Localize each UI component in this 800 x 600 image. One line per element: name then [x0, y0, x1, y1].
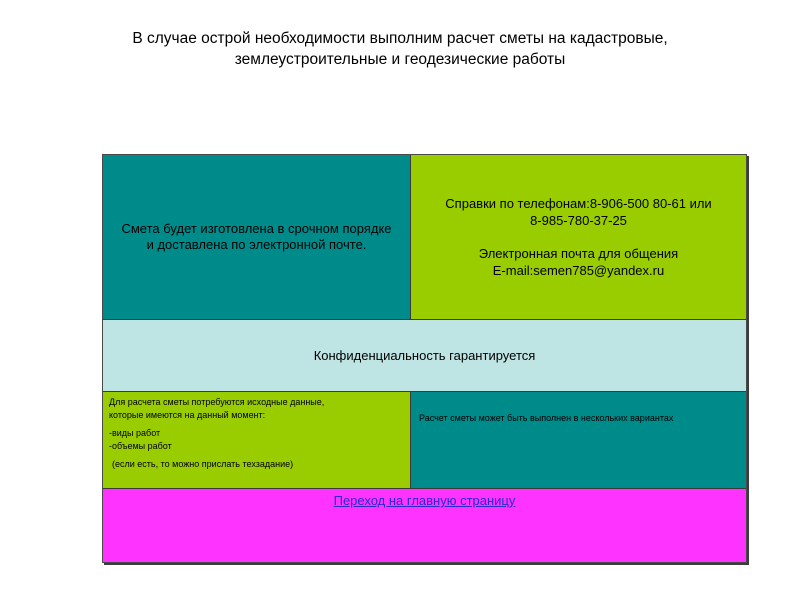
page-title-line-1: В случае острой необходимости выполним расчет сметы на кадастровые, — [132, 30, 668, 47]
requirement-item-work-types: -виды работ — [109, 428, 161, 438]
home-page-link[interactable]: Переход на главную страницу — [333, 493, 516, 508]
variants-text: Расчет сметы может быть выполнен в нескольких вариантах — [419, 413, 674, 423]
requirement-item-spec-note: (если есть, то можно прислать техзадание) — [112, 459, 294, 469]
confidentiality-cell — [103, 320, 746, 392]
home-link-cell — [103, 489, 746, 562]
variants-cell — [411, 392, 746, 489]
requirement-item-work-volumes: -объемы работ — [109, 441, 172, 451]
confidentiality-text: Конфиденциальность гарантируется — [313, 348, 536, 363]
estimate-delivery-text: Смета будет изготовлена в срочном порядке и доставлена по электронной почте. — [121, 221, 392, 252]
phones-line-1: Справки по телефонам:8-906-500 80-61 или — [445, 196, 712, 211]
info-table — [102, 154, 747, 563]
page-title — [60, 28, 740, 70]
email-address: E-mail:semen785@yandex.ru — [492, 263, 665, 278]
requirements-line-2: которые имеются на данный момент: — [109, 410, 266, 420]
page-title-line-2: землеустроительные и геодезические работы — [234, 51, 566, 68]
requirements-line-1: Для расчета сметы потребуются исходные данные, — [109, 397, 325, 407]
estimate-delivery-cell — [103, 155, 411, 320]
phones-line-2: 8-985-780-37-25 — [530, 213, 627, 228]
requirements-cell — [103, 392, 411, 489]
contacts-cell — [411, 155, 746, 320]
email-label: Электронная почта для общения — [478, 246, 679, 261]
